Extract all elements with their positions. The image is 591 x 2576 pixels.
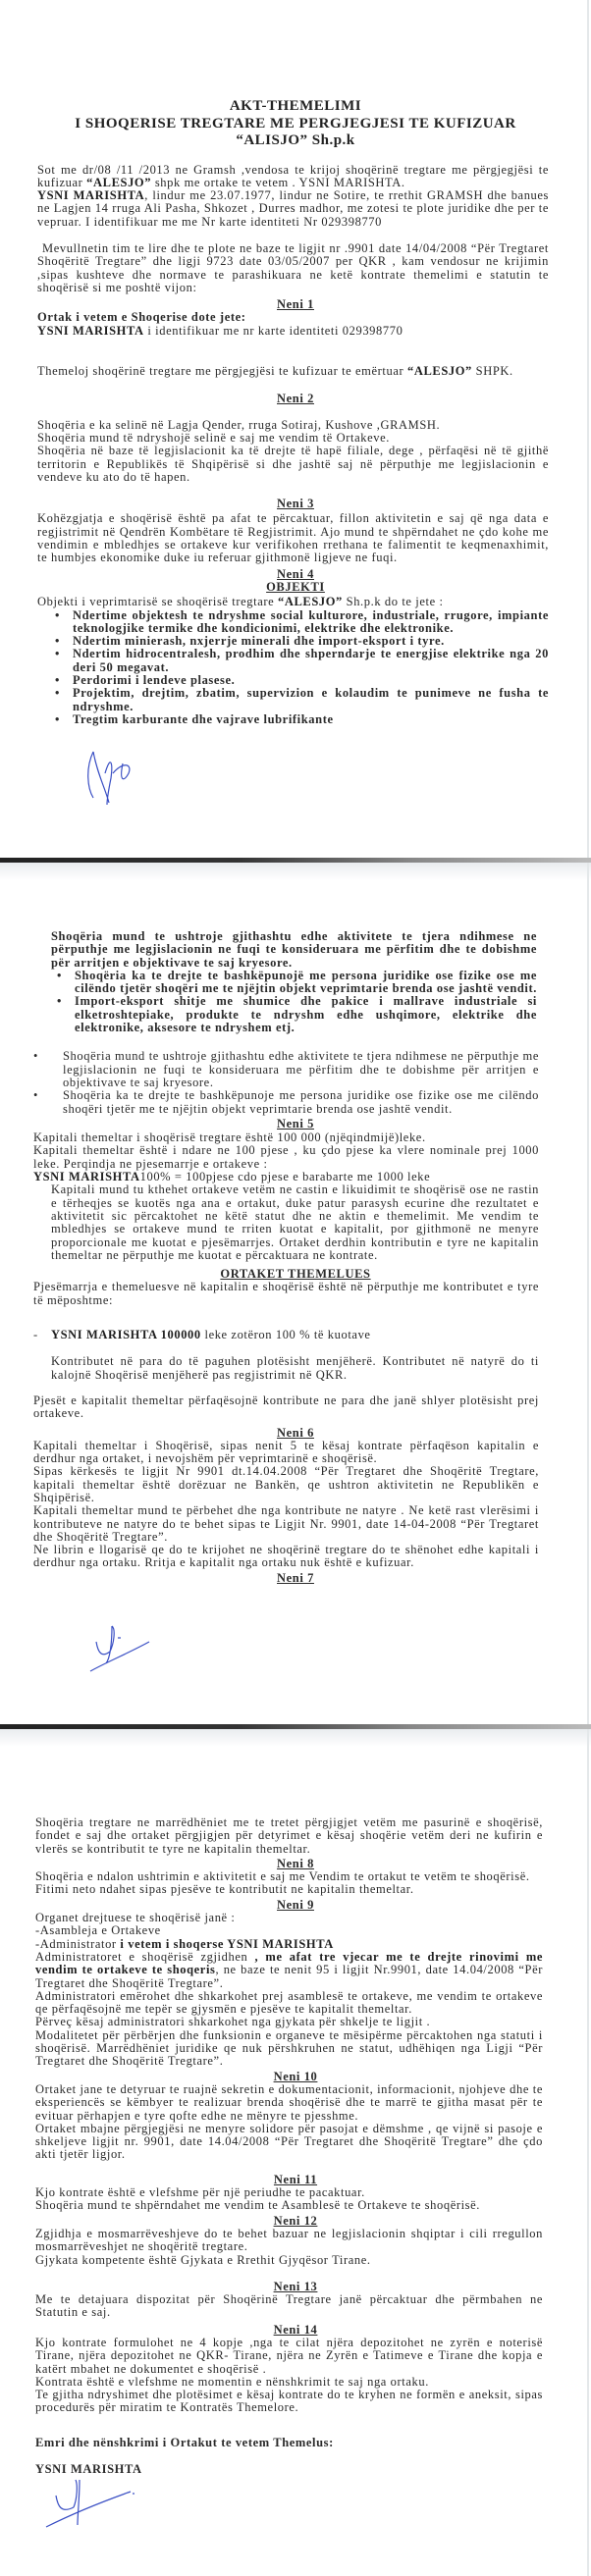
liability — [35, 1816, 543, 1856]
article-5-heading: Neni 5 — [277, 1116, 314, 1130]
participation-text: Pjesëmarrja e themeluesve në kapitalin e shoqërisë është në përputhje me kontributet e tyre të mëposhtme: — [33, 1280, 539, 1307]
signature — [83, 744, 162, 807]
article-9-p4: Modalitetet për përbërjen dhe funksionin e organeve te mësipërme përcaktohen nga statuti i shoqërisë. Marrëdhëniet juridike qe nuk përshkruhen ne statut, udhëhiqen nga Ligji “Për Tregtaret dhe Shoqëritë Tregtare”. — [35, 2027, 543, 2069]
paid-capital-text: Pjesët e kapitalit themeltar përfaqësojnë kontribute ne para dhe janë shlyer plotësisht prej ortakeve. — [33, 1393, 539, 1421]
admin-term: , me afat tre vjecar me te drejte rinovimi me vendim te ortakeve te shoqeris — [35, 1949, 543, 1977]
article-10-heading: Neni 10 — [273, 2069, 318, 2083]
capital-section — [33, 1131, 539, 1262]
plain-bullet-text: Shoqëria ka te drejte te bashkëpunoje me persona juridike ose fizike ose me cilëndo shoqëri tjetër me te njëjtin objekt veprimtarie brenda ose jashtë vendit. — [63, 1088, 539, 1116]
activities-list — [49, 609, 549, 727]
activity-item: • Perdorimi i lendeve plasese. — [49, 674, 549, 687]
activity-item: • Ndertime objektesh te ndryshme social kulturore, industriale, rrugore, impiante teknologjike termike dhe kondicionimi, elektrike dhe elektronike. — [49, 609, 549, 636]
document-title — [0, 98, 591, 150]
admin-text: Administratoret e shoqërisë zgjidhen — [35, 1949, 255, 1964]
will-paragraph — [37, 242, 549, 294]
article-13-body — [35, 2293, 543, 2320]
plain-bullet-1 — [33, 1050, 539, 1089]
contributions-text: Kontributet në para do të paguhen plotësisht menjëherë. Kontributet në natyrë do ti kalojnë Shoqërisë menjëherë pas regjistrimit në QKR. — [51, 1354, 539, 1382]
page-fold — [0, 863, 591, 880]
page-3 — [0, 1729, 591, 2576]
founding-text-2: SHPK. — [471, 364, 513, 379]
article-14-p1: Kjo kontrate formulohet ne 4 kopje ,nga te cilat njëra depozitohet ne zyrën e noterisë Tirane, njëra depozitohet ne QKR- Tirane, njëra ne Zyrën e Tatimeve e Tirane dhe kopja e katërt mbahet ne dokumentet e shoqërisë . — [35, 2335, 543, 2376]
activity-item: • Projektim, drejtim, zbatim, supervizion e kolaudim te punimeve ne fusha te ndryshme. — [49, 687, 549, 713]
bullet-item: • Shoqëria ka te drejte te bashkëpunojë me persona juridike ose fizike ose me cilëndo tjetër shoqëri me te njëjtin objekt veprimtarie brenda ose jashtë vendit. — [51, 970, 537, 996]
article-1-heading: Neni 1 — [277, 297, 314, 312]
article-12-p2: Gjykata kompetente është Gjykata e Rrethit Gjyqësor Tirane. — [35, 2252, 371, 2267]
article-9-body — [35, 1912, 543, 2069]
sole-partner-title: Ortak i vetem e Shoqerise dote jete: — [37, 310, 246, 325]
article-8-p1: Shoqëria e ndalon ushtrimin e aktivitetit e saj me Vendim te ortakut te vetëm te shoqërisë. — [35, 1869, 530, 1884]
duration-paragraph — [37, 512, 549, 564]
article-11-p1: Kjo kontrate është e vlefshme për një periudhe te pacaktuar. — [35, 2185, 365, 2200]
organ-admin: -Administrator — [35, 1936, 121, 1951]
founder-amount: YSNI MARISHTA 100000 — [51, 1328, 201, 1342]
title-line-1: AKT-THEMELIMI — [229, 98, 362, 114]
company-name: “ALESJO” — [406, 364, 472, 379]
sole-partner — [37, 311, 549, 338]
share-text: 100% = 100pjese cdo pjese e barabarte me 1000 leke — [139, 1170, 431, 1184]
organ-assembly: -Asambleja e Ortakeve — [35, 1923, 161, 1938]
liability-text: Shoqëria tregtare ne marrëdhëniet me te tretet përgjigjet vetëm me pasurinë e shoqërisë, fondet e saj dhe ortaket përgjigjen për detyrimet e kësaj shoqërie vetëm deri ne kufirin e vlerës se kontributit te tyre ne kapitalin themeltar. — [35, 1815, 543, 1856]
activity-item: • Ndertim minierash, nxjerrje minerali dhe import-eksport i tyre. — [49, 635, 549, 648]
founder-line — [33, 1329, 539, 1341]
article-6-p2: Sipas kërkesës te ligjit Nr 9901 dt.14.04.2008 “Për Tregtaret dhe Shoqëritë Tregtare, kapitali themeltar është dorëzuar ne Bankën, qe ushtron aktivitetin ne Republikën e Shqipërisë. — [33, 1464, 539, 1504]
article-11-heading: Neni 11 — [273, 2172, 318, 2186]
article-6-body — [33, 1440, 539, 1570]
founder-details: , lindur me 23.07.1977, lindur ne Sotire, te rrethit GRAMSH dhe banues ne Lagjen 14 rruga Ali Pasha, Shkozet , Durres madhor, me zotesi te plote juridike dhe per te vepruar. I identifikuar me me Nr karte identiteti Nr 029398770 — [37, 188, 550, 229]
activity-item: • Ndertim hidrocentralesh, prodhim dhe shperndarje te energjise elektrike nga 20 deri 50 megavat. — [49, 648, 549, 674]
page-1 — [0, 0, 591, 858]
article-4-heading: Neni 4 — [277, 566, 314, 581]
article-12-body — [35, 2228, 543, 2267]
article-6-p3: Kapitali themeltar mund te përbehet dhe nga kontribute ne natyre . Ne ketë rast vlerësimi i kontributeve ne natyre do te behet sipas te Ligjit Nr. 9901, date 14-04-2008 “Për Tregtaret dhe Shoqëritë Tregtare”. — [33, 1503, 539, 1544]
article-6-heading: Neni 6 — [277, 1425, 314, 1440]
plain-bullet-2 — [33, 1089, 539, 1116]
admin-text-2: , ne baze te nenit 95 i ligjit Nr.9901, date 14.04/2008 “Për Tregtaret dhe Shoqëritë Tregtare”. — [35, 1963, 543, 1990]
article-9-p3: Përveç kësaj administratori shkarkohet nga gjykata për shkelje te ligjit . — [35, 2015, 431, 2029]
article-13-p1: Me te detajuara dispozitat për Shoqërinë Tregtare janë përcaktuar dhe përmbahen ne Statutin e saj. — [35, 2292, 543, 2320]
plain-bullet-text: Shoqëria mund te ushtroje gjithashtu edhe aktivitete te tjera ndihmese ne përputhje me legjislacionin ne fuqi te konsideruara me përfitim dhe te dobishme për arritjen e objektivave te saj kryesore. — [63, 1049, 539, 1089]
organs-intro: Organet drejtuese te shoqërisë janë : — [35, 1911, 236, 1925]
founding-statement — [37, 365, 549, 378]
intro-text: Sot me dr/08 /11 /2013 ne Gramsh ,vendosa te krijoj shoqërinë tregtare me përgjegjësi te kufizuar — [37, 162, 549, 189]
article-12-p1: Zgjidhja e mosmarrëveshjeve do te behet bazuar ne legjislacionin shqiptar i cili rregullon mosmarrëveshjet ne shoqëritë tregtare. — [35, 2226, 543, 2254]
participation — [33, 1281, 539, 1307]
article-8-body — [35, 1870, 543, 1897]
article-14-p3: Te gjitha ndryshimet dhe plotësimet e kësaj kontrate do te kryhen ne formën e aneksit, sipas procedurës për miratim te Kontratës Themelore. — [35, 2388, 543, 2415]
article-10-p2: Ortaket mbajne përgjegjësi ne menyre solidore për pasojat e dëmshme , qe vijnë si pasoje e shkeljeve ligjit nr. 9901, date 14.04/2008 “Për Tregtaret dhe Shoqëritë Tregtare” dhe çdo akti tjetër ligjor. — [35, 2121, 543, 2162]
page-fold — [0, 1729, 591, 1747]
intro-paragraph — [37, 164, 549, 229]
article-8-heading: Neni 8 — [277, 1856, 314, 1870]
objekti-intro: Objekti i veprimtarisë se shoqërisë tregtare — [37, 595, 278, 609]
activity-item: • Tregtim karburante dhe vajrave lubrifikante — [49, 713, 549, 726]
seat-line-3: Shoqëria në baze të legjislacionit ka të drejte të hapë filiale, dege , përfaqësi në të gjithë territorin e Republikës të Shqipërisë si dhe jashtë saj në përputhje me legjislacionin e vendeve ku ato do të hapen. — [37, 444, 549, 484]
founding-text: Themeloj shoqërinë tregtare me përgjegjësi te kufizuar te emërtuar — [37, 364, 407, 379]
article-14-heading: Neni 14 — [273, 2322, 318, 2337]
share-name: YSNI MARISHTA — [33, 1170, 140, 1184]
bold-bullets — [51, 970, 537, 1034]
signature — [44, 2478, 137, 2532]
article-8-p2: Fitimi neto ndahet sipas pjesëve te kontributit ne kapitalin themeltar. — [35, 1882, 414, 1897]
partner-id: i identifikuar me nr karte identiteti 029398770 — [143, 323, 403, 338]
organ-admin-name: i vetem i shoqerse YSNI MARISHTA — [120, 1936, 334, 1951]
article-14-p2: Kontrata është e vlefshme ne momentin e nënshkrimit te saj nga ortaku. — [35, 2374, 429, 2389]
article-9-p2: Administratori emërohet dhe shkarkohet prej asamblesë te ortakeve, me vendim te ortakeve qe përfaqësojnë me tepër se gjysmën e pjesëve te kapitalit themeltar. — [35, 1988, 543, 2017]
will-text: Mevullnetin tim te lire dhe te plote ne baze te ligjit nr .9901 date 14/04/2008 “Për Tregtaret Shoqëritë Tregtare” dhe ligji 9723 date 03/05/2007 per QKR , kam vendosur ne krijimin ,sipas kushteve dhe normave te parashikuara ne ketë kontrate themelimi e statutin te shoqërisë si me poshtë vijon: — [37, 240, 549, 294]
seat-line-1: Shoqëria e ka selinë në Lagja Qender, rruga Sotiraj, Kushove ,GRAMSH. — [37, 417, 441, 432]
additional-activities-text: Shoqëria mund te ushtroje gjithashtu edhe aktivitete te tjera ndihmese ne përputhje me legjislacionin ne fuqi te konsideruara me përfitim dhe te dobishme për arritjen e objektivave te saj kryesore. — [51, 929, 537, 970]
signature — [88, 1624, 157, 1678]
company-name: “ALESJO” — [86, 175, 152, 189]
article-7-heading: Neni 7 — [277, 1570, 314, 1585]
title-line-3: “ALISJO” Sh.p.k — [236, 132, 355, 148]
article-6-p4: Ne librin e llogarisë qe do te krijohet ne shoqërinë tregtare do te shënohet edhe kapitali i derdhur nga ortaku. Rritja e kapitalit nga ortaku nuk është e kufizuar. — [33, 1543, 539, 1570]
article-9-heading: Neni 9 — [277, 1897, 314, 1912]
plain-bullets — [33, 1050, 539, 1115]
intro-text-2: shpk me ortake te vetem . YSNI MARISHTA. — [151, 175, 405, 189]
article-10-p1: Ortaket jane te detyruar te ruajnë sekretin e dokumentacionit, informacionit, njohjeve dhe te eksperiencës se këmbyer te realizuar brenda shoqërisë dhe te marrë te gjitha masat për te evituar përhapjen e tyre qofte edhe ne mënyre te pjesshme. — [35, 2081, 543, 2123]
duration-text: Kohëzgjatja e shoqërisë është pa afat te përcaktuar, fillon aktivitetin e saj që nga data e regjistrimit në Qendrën Kombëtare të Regjistrimit. Ajo mund te shpërndahet ne çdo kohe me vendimin e mbledhjes se ortakeve kur verifikohen rrethana te falimentit te keqmenaxhimit, te humbjes ekonomike duke iu referuar gjithmonë ligjeve ne fuqi. — [37, 511, 549, 565]
objekti-intro-2: Sh.p.k do te jete : — [342, 595, 444, 609]
objekti-section — [37, 596, 549, 726]
capital-line-2: Kapitali themeltar është i ndare ne 100 pjese , ku çdo pjese ka vlere nominale prej 1000 leke. Perqindja ne pjesemarrje e ortakeve : — [33, 1143, 539, 1171]
seat-line-2: Shoqëria mund të ndryshojë selinë e saj me vendim të Ortakeve. — [37, 430, 390, 445]
article-2-heading: Neni 2 — [277, 392, 314, 406]
article-6-p1: Kapitali themeltar i Shoqërisë, sipas nenit 5 te kësaj kontrate përfaqëson kapitalin e derdhur nga ortaket, i nevojshëm për veprimtarinë e shoqërisë. — [33, 1438, 539, 1466]
article-11-body — [35, 2186, 543, 2213]
page-2 — [0, 863, 591, 1724]
article-14-body — [35, 2337, 543, 2415]
founder-share: leke zotëron 100 % të kuotave — [200, 1328, 371, 1342]
article-3-heading: Neni 3 — [277, 497, 314, 511]
page-edge — [587, 1729, 589, 2576]
capital-line-1: Kapitali themeltar i shoqërisë tregtare është 100 000 (njëqindmijë)leke. — [33, 1130, 426, 1145]
contributions — [51, 1355, 539, 1382]
company-name: “ALESJO” — [277, 595, 343, 609]
bullet-item: • Import-eksport shitje me shumice dhe pakice i mallrave industriale si elketroshtepiake, produkte te ndryshm edhe ushqimore, elektrike dhe elektronike, aksesore te ndryshem etj. — [51, 995, 537, 1034]
founder-name: YSNI MARISHTA — [37, 188, 145, 203]
additional-activities — [51, 930, 537, 1034]
founders-heading: ORTAKET THEMELUES — [220, 1267, 371, 1282]
signature-label: Emri dhe nënshkrimi i Ortakut te vetem Themelus: — [35, 2435, 334, 2449]
seat-paragraph — [37, 419, 549, 484]
bullet-icon: • — [33, 1049, 38, 1064]
signatory-name: YSNI MARISHTA — [35, 2462, 142, 2477]
article-11-p2: Shoqëria mund te shpërndahet me vendim te Asamblesë te Ortakeve te shoqërisë. — [35, 2198, 481, 2213]
objekti-heading: OBJEKTI — [266, 579, 325, 594]
capital-return: Kapitali mund tu kthehet ortakeve vetëm ne castin e likuidimit te shoqërisë ose ne rastin e tërheqjes se kuotës nga ana e ortakut, duke patur parasysh ecurine dhe rezultatet e aktivitetit sic përcaktohet ne këtë statut dhe ne aktin e themelimit. Me vendim te mbledhjes se ortakeve mund te rriten kuotat e kapitalit, por gjithmonë ne menyre proporcionale me kuotat e pjesëmarrjes. Ortaket derdhin kontributin e tyre ne kapitalin themeltar ne përputhje me kuotat e përcaktuara ne kontrate. — [51, 1183, 539, 1262]
article-10-body — [35, 2083, 543, 2162]
partner-name: YSNI MARISHTA — [37, 323, 144, 338]
dash: - — [33, 1328, 38, 1342]
title-line-2: I SHOQERISE TREGTARE ME PERGJEGJESI TE KUFIZUAR — [75, 115, 516, 131]
paid-capital — [33, 1394, 539, 1421]
article-12-heading: Neni 12 — [273, 2213, 318, 2228]
article-13-heading: Neni 13 — [273, 2279, 318, 2293]
bullet-icon: • — [33, 1088, 38, 1103]
page-edge — [587, 863, 589, 1724]
